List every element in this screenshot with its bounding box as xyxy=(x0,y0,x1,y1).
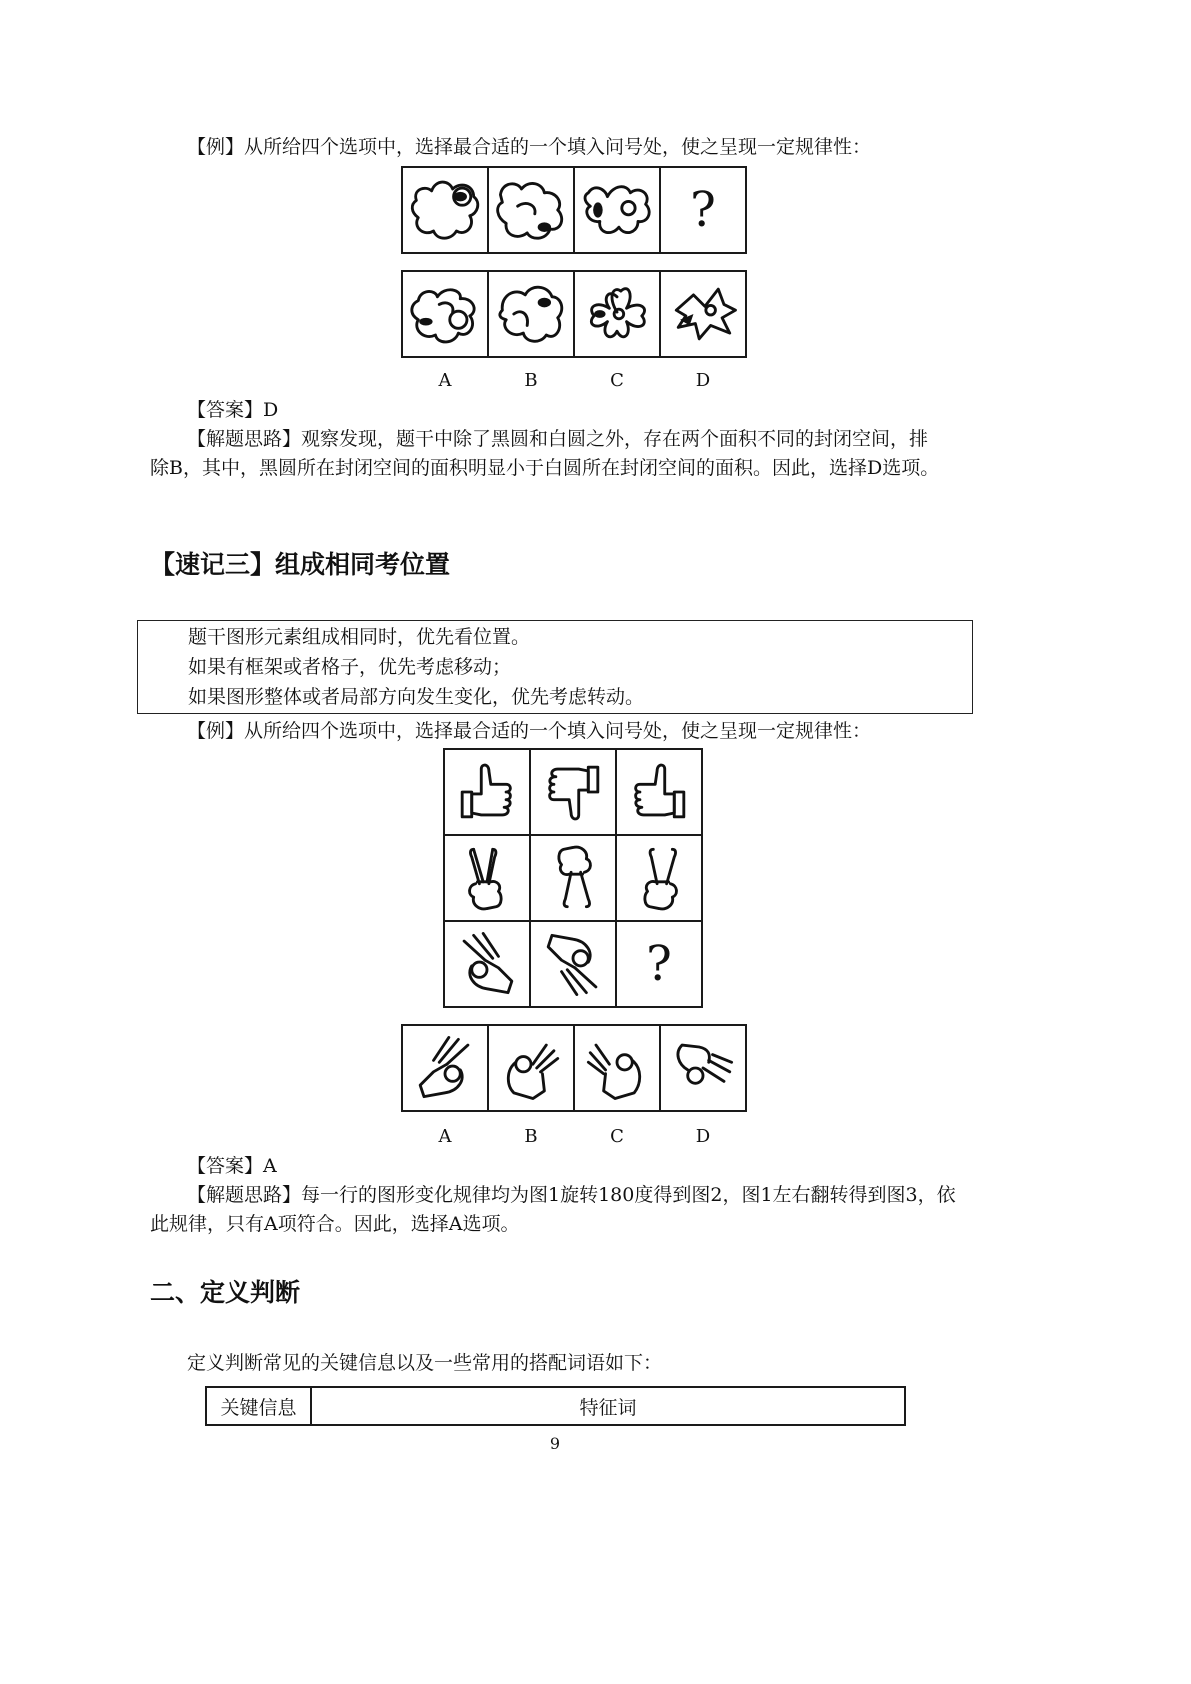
page-number: 9 xyxy=(549,1434,561,1453)
puzzle1-cell-3 xyxy=(573,166,661,254)
grid-cell-r3c2 xyxy=(529,920,617,1008)
blob-figure xyxy=(489,272,573,356)
puzzle1-cell-1 xyxy=(401,166,489,254)
option-label-c: C xyxy=(610,370,624,391)
blob-figure xyxy=(403,168,487,252)
grid-cell-r2c1 xyxy=(443,834,531,922)
blob-figure xyxy=(575,168,659,252)
thumbs-up-icon xyxy=(445,750,529,834)
grid-cell-r1c1 xyxy=(443,748,531,836)
puzzle2-option-b[interactable] xyxy=(487,1024,575,1112)
thumbs-down-icon xyxy=(531,750,615,834)
question-mark: ? xyxy=(646,936,672,992)
tip-line-1: 题干图形元素组成相同时，优先看位置。 xyxy=(188,626,531,648)
grid-cell-r1c2 xyxy=(529,748,617,836)
example1-answer: 【答案】D xyxy=(187,399,279,421)
blob-figure xyxy=(403,272,487,356)
ok-hand-icon xyxy=(445,922,529,1006)
blob-figure xyxy=(661,272,745,356)
tip-line-2: 如果有框架或者格子，优先考虑移动； xyxy=(188,656,512,678)
option-label-d: D xyxy=(695,370,711,391)
option-label-a: A xyxy=(438,1126,452,1147)
victory-hand-icon xyxy=(445,836,529,920)
puzzle1-question-cell xyxy=(659,166,747,254)
puzzle1-option-c[interactable] xyxy=(573,270,661,358)
puzzle1-option-d[interactable] xyxy=(659,270,747,358)
grid-question-cell xyxy=(615,920,703,1008)
victory-hand-mirrored-icon xyxy=(617,836,701,920)
example2-question: 【例】从所给四个选项中，选择最合适的一个填入问号处，使之呈现一定规律性： xyxy=(187,720,872,742)
example2-answer: 【答案】A xyxy=(187,1155,277,1177)
puzzle1-option-a[interactable] xyxy=(401,270,489,358)
example2-explanation-line2: 此规律，只有A项符合。因此，选择A选项。 xyxy=(150,1213,520,1235)
ok-hand-icon xyxy=(661,1026,745,1110)
victory-hand-down-icon xyxy=(531,836,615,920)
table-header-key-info: 关键信息 xyxy=(205,1386,312,1426)
thumbs-up-mirrored-icon xyxy=(617,750,701,834)
flower-figure xyxy=(575,272,659,356)
option-label-b: B xyxy=(524,370,538,391)
example2-explanation-line1: 【解题思路】每一行的图形变化规律均为图1旋转180度得到图2，图1左右翻转得到图3，依 xyxy=(187,1184,956,1206)
question-mark: ? xyxy=(690,182,716,238)
grid-cell-r2c2 xyxy=(529,834,617,922)
grid-cell-r2c3 xyxy=(615,834,703,922)
grid-cell-r1c3 xyxy=(615,748,703,836)
ok-hand-icon xyxy=(403,1026,487,1110)
puzzle1-option-b[interactable] xyxy=(487,270,575,358)
option-label-c: C xyxy=(610,1126,624,1147)
puzzle2-option-c[interactable] xyxy=(573,1024,661,1112)
option-label-b: B xyxy=(524,1126,538,1147)
ok-hand-down-icon xyxy=(531,922,615,1006)
puzzle2-option-a[interactable] xyxy=(401,1024,489,1112)
option-label-d: D xyxy=(695,1126,711,1147)
option-label-a: A xyxy=(438,370,452,391)
ok-hand-icon xyxy=(489,1026,573,1110)
puzzle1-cell-2 xyxy=(487,166,575,254)
tip-box xyxy=(137,620,973,714)
example1-explanation-line2: 除B，其中，黑圆所在封闭空间的面积明显小于白圆所在封闭空间的面积。因此，选择D选项。 xyxy=(150,457,940,479)
section3-title: 【速记三】组成相同考位置 xyxy=(150,550,451,579)
puzzle2-option-d[interactable] xyxy=(659,1024,747,1112)
ok-hand-icon xyxy=(575,1026,659,1110)
blob-figure xyxy=(489,168,573,252)
example1-question: 【例】从所给四个选项中，选择最合适的一个填入问号处，使之呈现一定规律性： xyxy=(187,136,872,158)
table-header-feature-words: 特征词 xyxy=(310,1386,906,1426)
section-two-title: 二、定义判断 xyxy=(150,1278,301,1307)
grid-cell-r3c1 xyxy=(443,920,531,1008)
example1-explanation-line1: 【解题思路】观察发现，题干中除了黑圆和白圆之外，存在两个面积不同的封闭空间，排 xyxy=(187,428,929,450)
tip-line-3: 如果图形整体或者局部方向发生变化，优先考虑转动。 xyxy=(188,686,645,708)
section-two-intro: 定义判断常见的关键信息以及一些常用的搭配词语如下： xyxy=(187,1352,663,1374)
